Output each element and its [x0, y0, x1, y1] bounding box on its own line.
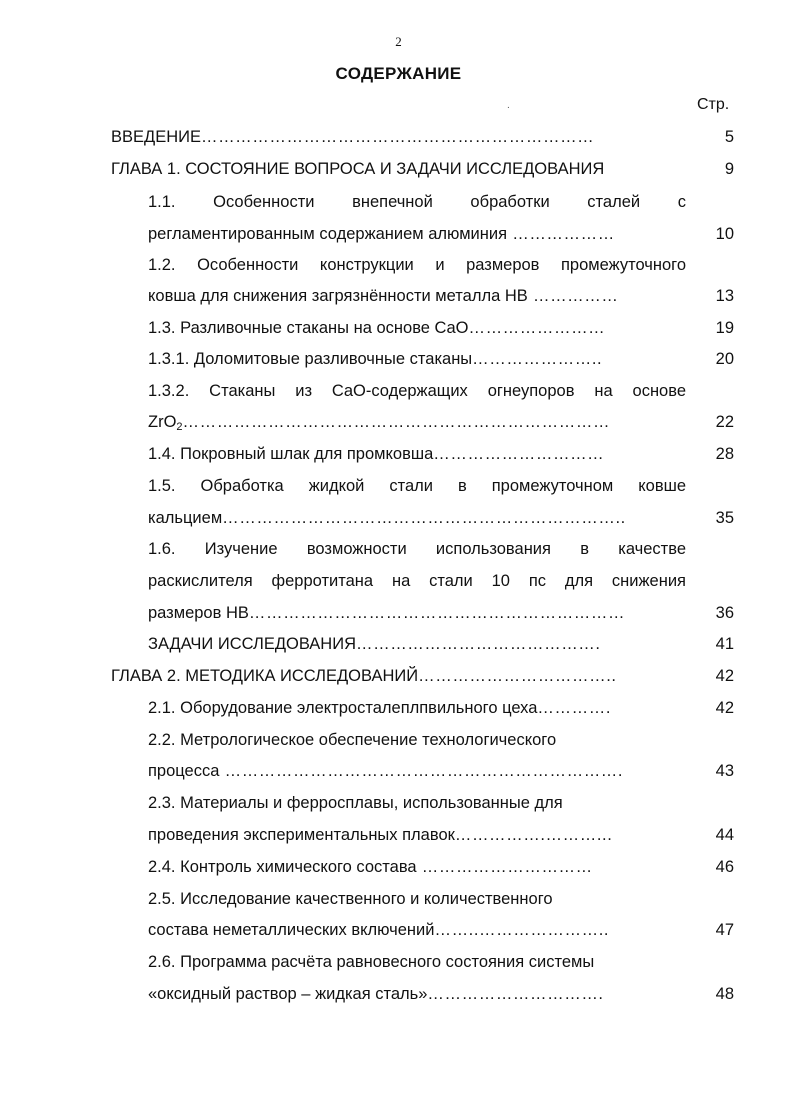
toc-line [148, 823, 686, 847]
toc-line [111, 664, 685, 688]
toc-line [148, 410, 686, 434]
subscript: 2 [176, 421, 183, 433]
toc-entry-text: регламентированным содержанием алюминия [148, 225, 508, 243]
toc-entry-text: кальцием [148, 509, 223, 527]
page-title: СОДЕРЖАНИЕ [335, 64, 462, 83]
toc-page-number: 20 [715, 350, 734, 368]
toc-page-number: 19 [715, 319, 734, 337]
toc-entry-text: 1.3.2. Стаканы из CaO-содержащих огнеупоров на основе [148, 382, 686, 400]
toc-entry-text: ковша для снижения загрязнённости металла НВ [148, 287, 528, 305]
toc-line [111, 125, 681, 149]
dot-leader: ……………………………………. [356, 635, 601, 653]
toc-line [148, 601, 678, 625]
toc-page-number: 9 [724, 160, 734, 178]
toc-page-number: 5 [724, 128, 734, 146]
toc-line [148, 537, 686, 561]
toc-entry-text: раскислителя ферротитана на стали 10 пс для снижения [148, 572, 686, 590]
toc-line [111, 157, 686, 181]
dot-leader: …………………………………………………………….. [222, 509, 626, 527]
toc-line [148, 855, 681, 879]
toc-page-number: 35 [715, 509, 734, 527]
toc-line [148, 696, 681, 720]
toc-entry-text: ГЛАВА 1. СОСТОЯНИЕ ВОПРОСА И ЗАДАЧИ ИССЛЕДОВАНИЯ [111, 160, 605, 178]
toc-line [148, 316, 678, 340]
toc-line [148, 222, 686, 246]
toc-line [148, 190, 686, 214]
toc-entry-text: состава неметаллических включений [148, 921, 435, 939]
toc-page-number: 13 [715, 287, 734, 305]
dot-leader: ………………………… [416, 858, 593, 876]
toc-line [148, 632, 681, 656]
toc-line [148, 474, 686, 498]
dot-leader: …………………………. [427, 985, 604, 1003]
toc-entry-text: 2.4. Контроль химического состава [148, 858, 417, 876]
toc-page-number: 42 [715, 667, 734, 685]
page-number: 2 [395, 34, 402, 49]
dot-leader: …………. [537, 699, 612, 717]
toc-line [148, 379, 686, 403]
toc-entry-text: проведения экспериментальных плавок [148, 826, 455, 844]
toc-page-number: 28 [715, 445, 734, 463]
toc-entry-text: ZrO [148, 413, 177, 431]
toc-line [148, 569, 686, 593]
toc-entry-text: ГЛАВА 2. МЕТОДИКА ИССЛЕДОВАНИЙ [111, 667, 419, 685]
toc-entry-text: 2.1. Оборудование электросталеплпвильного цеха [148, 699, 538, 717]
toc-entry-text: размеров НВ [148, 604, 249, 622]
toc-entry-text: 1.6. Изучение возможности использования в качестве [148, 540, 686, 558]
toc-page-number: 41 [715, 635, 734, 653]
toc-entry-text: 1.3.1. Доломитовые разливочные стаканы [148, 350, 473, 368]
toc-line [148, 791, 686, 815]
toc-page-number: 46 [715, 858, 734, 876]
dot-leader: ………………………… [433, 445, 605, 463]
toc-entry-text: ЗАДАЧИ ИССЛЕДОВАНИЯ [148, 635, 356, 653]
toc-line [148, 253, 686, 277]
toc-line [148, 506, 678, 530]
toc-line [148, 347, 678, 371]
toc-entry-text: 2.3. Материалы и ферросплавы, использованные для [148, 794, 563, 812]
dot-leader: …………………………….. [418, 667, 617, 685]
toc-entry-text: 1.4. Покровный шлак для промковша [148, 445, 434, 463]
toc-line [148, 759, 681, 783]
dot-leader: ……………… [507, 225, 615, 243]
dot-leader: …………………………………………………………… [200, 128, 595, 146]
toc-line [148, 887, 686, 911]
page-column-label: Стр. [697, 96, 730, 113]
toc-page-number: 36 [715, 604, 734, 622]
toc-line [148, 284, 686, 308]
toc-line [148, 918, 683, 942]
toc-entry-text: 1.2. Особенности конструкции и размеров промежуточного [148, 256, 686, 274]
toc-page-number: 48 [715, 985, 734, 1003]
dot-leader: …………… [527, 287, 619, 305]
toc-line [148, 950, 686, 974]
dot-leader: …………………… [468, 319, 606, 337]
toc-line [148, 442, 683, 466]
dot-leader: …………….………... [454, 826, 613, 844]
dot-leader: ………………………………………………………………… [182, 413, 611, 431]
dot-leader: ………………………………………………………… [248, 604, 626, 622]
toc-entry-text: процесса [148, 762, 220, 780]
toc-entry-text: 1.3. Разливочные стаканы на основе CaO [148, 319, 469, 337]
dot-leader: ……..………………….. [434, 921, 610, 939]
toc-entry-text: ВВЕДЕНИЕ [111, 128, 201, 146]
toc-entry-text: 2.2. Метрологическое обеспечение технологического [148, 731, 557, 749]
toc-page-number: 43 [715, 762, 734, 780]
toc-page-number: 10 [715, 225, 734, 243]
toc-line [148, 982, 683, 1006]
toc-entry-text: 1.1. Особенности внепечной обработки сталей с [148, 193, 686, 211]
toc-page-number: 42 [715, 699, 734, 717]
dot-leader: ……………………………………………………………. [219, 762, 624, 780]
toc-entry-text: «оксидный раствор – жидкая сталь» [148, 985, 428, 1003]
stray-mark: . [507, 100, 510, 111]
dot-leader: ………………….. [472, 350, 603, 368]
toc-page-number: 22 [715, 413, 734, 431]
toc-entry-text: 1.5. Обработка жидкой стали в промежуточном ковше [148, 477, 686, 495]
toc-entry-text: 2.6. Программа расчёта равновесного состояния системы [148, 953, 595, 971]
toc-page-number: 47 [715, 921, 734, 939]
toc-entry-text: 2.5. Исследование качественного и количественного [148, 890, 553, 908]
toc-page-number: 44 [715, 826, 734, 844]
toc-line [148, 728, 686, 752]
